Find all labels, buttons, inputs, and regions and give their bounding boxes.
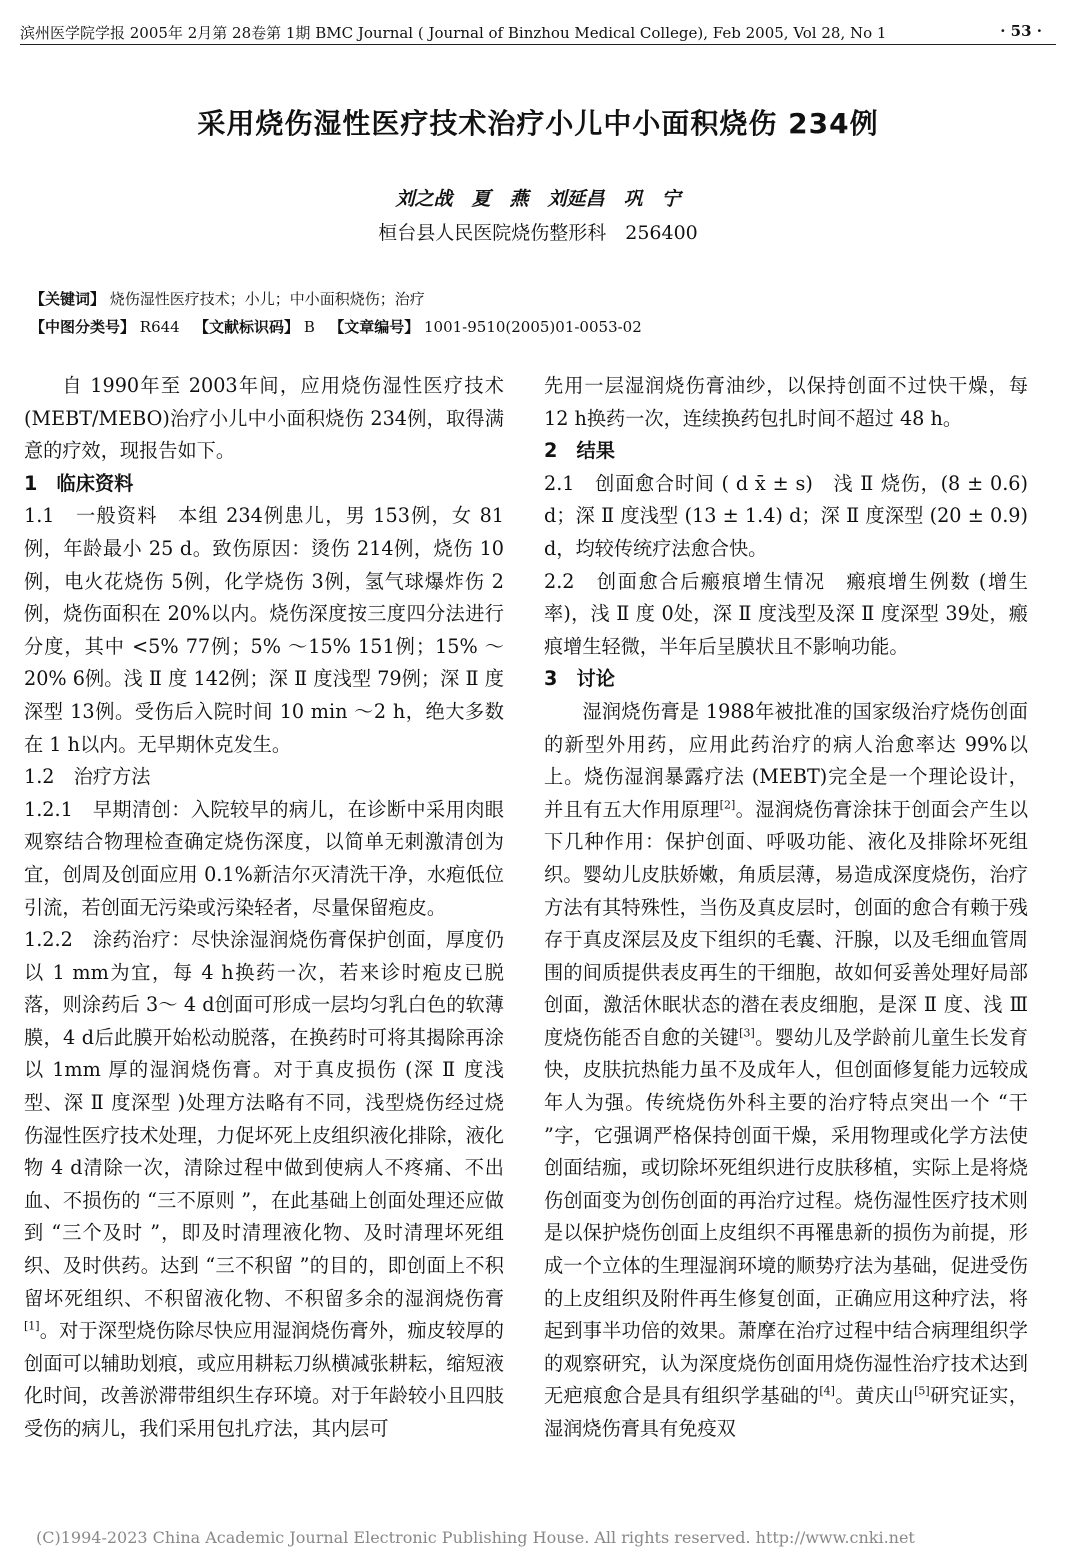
discussion-text-c: 。婴幼儿及学龄前儿童生长发育快，皮肤抗热能力虽不及成年人，但创面修复能力远较成年人为强。传统烧伤外科主要的治疗特点突出一个 “干 ”字，它强调严格保持创面干燥，采用物理或化学方法使创面结痂，或切除坏死组织进行皮肤移植，实际上是将烧伤创面变为创伤创面的再治疗过程。烧伤湿性医疗技术则是以保护烧伤创面上皮组织不再罹患新的损伤为前提，形成一个立体的生理湿润环境的顺势疗法为基础，促进受伤的上皮组织及附件再生修复创面，正确应用这种疗法，将起到事半功倍的效果。萧摩在治疗过程中结合病理组织学的观察研究，认为深度烧伤创面用烧伤湿性治疗技术达到无疤痕愈合是具有组织学基础的 xyxy=(544,1025,1029,1408)
running-header xyxy=(20,22,1056,48)
discussion-text-a: 湿润烧伤膏是 1988年被批准的国家级治疗烧伤创面的新型外用药，应用此药治疗的病人治愈率达 99%以上。烧伤湿润暴露疗法 (MEBT)完全是一个理论设计，并且有五大作用原理 xyxy=(544,699,1028,821)
section-2-2: 2.2 创面愈合后瘢痕增生情况 瘢痕增生例数 (增生率)，浅 Ⅱ 度 0处，深 Ⅱ 度浅型及深 Ⅱ 度深型 39处，瘢痕增生轻微，半年后呈膜状且不影响功能。 xyxy=(544,569,1028,658)
section-1-2-1 xyxy=(24,794,504,924)
authors: 刘之战 夏 燕 刘延昌 巩 宁 xyxy=(395,188,681,210)
section-1-2-2-text-b: 。对于深型烧伤除尽快应用湿润烧伤膏外，痂皮较厚的创面可以辅助划痕，或应用耕耘刀纵横减张耕耘，缩短液化时间，改善淤滞带组织生存环境。对于年龄较小且四肢受伤的病儿，我们采用包扎疗法，其内层可 xyxy=(24,1319,504,1440)
discussion-paragraph xyxy=(544,696,1028,1446)
section-1-2-2-heading: 1.2.2 涂药治疗： xyxy=(24,928,191,952)
citation-3: [3] xyxy=(739,1026,755,1040)
article-number-label: 【文章编号】 xyxy=(329,318,420,336)
keywords-value: 烧伤湿性医疗技术；小儿；中小面积烧伤；治疗 xyxy=(109,290,425,308)
discussion-text-b: 。湿润烧伤膏涂抹于创面会产生以下几种作用：保护创面、呼吸功能、液化及排除坏死组织。婴幼儿皮肤娇嫩，角质层薄，易造成深度烧伤，治疗方法有其特殊性，当伤及真皮层时，创面的愈合有赖于残存于真皮深层及皮下组织的毛囊、汗腺，以及毛细血管周围的间质提供表皮再生的干细胞，故如何妥善处理好局部创面，激活休眠状态的潜在表皮细胞，是深 Ⅱ 度、浅 Ⅲ 度烧伤能否自愈的关键 xyxy=(544,797,1029,1049)
doc-code-label: 【文献标识码】 xyxy=(194,318,300,336)
page-number: · 53 · xyxy=(1000,22,1042,40)
clc-label: 【中图分类号】 xyxy=(30,318,136,336)
header-rule xyxy=(20,44,1056,45)
right-column xyxy=(544,370,1028,1446)
section-1-2-1-heading: 1.2.1 早期清创： xyxy=(24,797,191,821)
section-1-1-text: 本组 234例患儿，男 153例，女 81例，年龄最小 25 d。致伤原因：烫伤 214例，烧伤 10例，电火花烧伤 5例，化学烧伤 3例，氢气球爆炸伤 2例，烧伤面积在 20%以内。烧伤深度按三度四分法进行分度，其中 <5% 77例；5% ～15% 151例；15% ～20% 6例。浅 Ⅱ 度 142例；深 Ⅱ 度浅型 79例；深 Ⅱ 度深型 13例。受伤后入院时间 10 min ～2 h，绝大多数在 1 h以内。无早期休克发生。 xyxy=(24,504,505,756)
keywords-line xyxy=(30,288,1050,309)
citation-4: [4] xyxy=(819,1385,835,1399)
section-2-1: 2.1 创面愈合时间 ( d x̄ ± s) 浅 Ⅱ 烧伤，(8 ± 0.6) d；深 Ⅱ 度浅型 (13 ± 1.4) d；深 Ⅱ 度深型 (20 ± 0.9) d，均较传统疗法愈合快。 xyxy=(544,471,1028,560)
section-1-1-heading: 1.1 一般资料 xyxy=(24,504,158,528)
discussion-text-e: 研究证实，湿润烧伤膏具有免疫双 xyxy=(544,1384,1029,1440)
affiliation: 桓台县人民医院烧伤整形科 256400 xyxy=(378,222,698,244)
journal-citation: 滨州医学院学报 2005年 2月第 28卷第 1期 BMC Journal ( Journal of Binzhou Medical College), Feb 2005, Vol 28, No 1 xyxy=(20,24,887,42)
section-1-2-2 xyxy=(24,924,504,1446)
keywords-label: 【关键词】 xyxy=(30,290,106,308)
discussion-text-d: 。黄庆山 xyxy=(834,1384,915,1408)
citation-1: [1] xyxy=(24,1319,40,1333)
citation-2: [2] xyxy=(719,798,736,812)
continued-paragraph: 先用一层湿润烧伤膏油纱，以保持创面不过快干燥，每 12 h换药一次，连续换药包扎时间不超过 48 h。 xyxy=(544,374,1028,430)
classification-line xyxy=(30,316,1050,337)
section-1-1 xyxy=(24,500,504,761)
section-3-title: 3 讨论 xyxy=(544,667,615,691)
left-column xyxy=(24,370,504,1446)
article-number-value: 1001-9510(2005)01-0053-02 xyxy=(423,318,642,336)
intro-paragraph: 自 1990年至 2003年间，应用烧伤湿性医疗技术 (MEBT/MEBO)治疗小儿中小面积烧伤 234例，取得满意的疗效，现报告如下。 xyxy=(24,374,504,463)
citation-5: [5] xyxy=(914,1385,930,1399)
section-1-2-2-text-a: 尽快涂湿润烧伤膏保护创面，厚度仍以 1 mm为宜，每 4 h换药一次，若来诊时疱皮已脱落，则涂药后 3～ 4 d创面可形成一层均匀乳白色的软薄膜，4 d后此膜开始松动脱落，在换药时可将其揭除再涂以 1mm 厚的湿润烧伤膏。对于真皮损伤 (深 Ⅱ 度浅型、深 Ⅱ 度深型 )处理方法略有不同，浅型烧伤经过烧伤湿性医疗技术处理，力促坏死上皮组织液化排除，液化物 4 d清除一次，清除过程中做到使病人不疼痛、不出血、不损伤的 “三不原则 ”，在此基础上创面处理还应做到 “三个及时 ”，即及时清理液化物、及时清理坏死组织、及时供药。达到 “三不积留 ”的目的，即创面上不积留坏死组织、不积留液化物、不积留多余的湿润烧伤膏 xyxy=(24,928,504,1310)
clc-value: R644 xyxy=(139,318,180,336)
copyright-footer: (C)1994-2023 China Academic Journal Electronic Publishing House. All rights reserved. http://www.cnki.net xyxy=(36,1528,915,1547)
section-1-2-1-text: 入院较早的病儿，在诊断中采用肉眼观察结合物理检查确定烧伤深度，以简单无刺激清创为宜，创周及创面应用 0.1%新洁尔灭清洗干净，水疱低位引流，若创面无污染或污染轻者，尽量保留疱皮。 xyxy=(24,797,504,919)
section-1-2-title: 1.2 治疗方法 xyxy=(24,765,151,789)
doc-code-value: B xyxy=(303,318,315,336)
section-1-title: 1 临床资料 xyxy=(24,471,134,495)
section-2-title: 2 结果 xyxy=(544,439,615,463)
article-title: 采用烧伤湿性医疗技术治疗小儿中小面积烧伤 234例 xyxy=(197,107,879,140)
